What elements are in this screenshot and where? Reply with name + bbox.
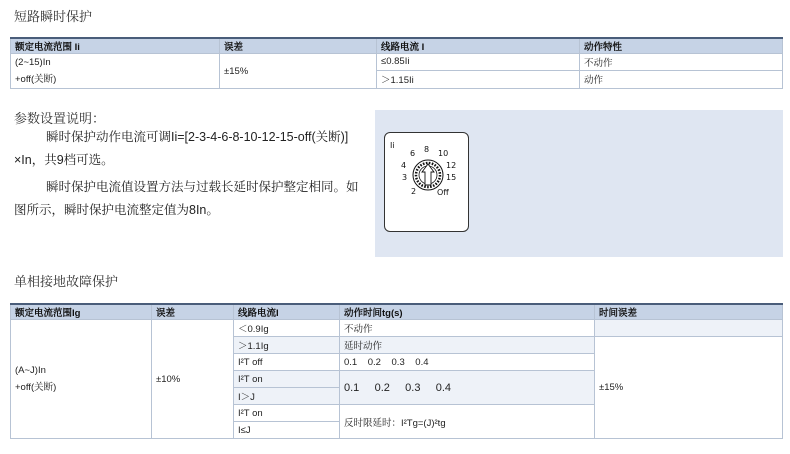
rated-range-cell (11, 54, 220, 89)
settings-paragraph-1: 瞬时保护动作电流可调Ii=[2-3-4-6-8-10-12-15-off(关断)] (46, 130, 349, 144)
action-time-cell: 反时限延时：I²Tg=(J)²tg (340, 405, 595, 439)
error-cell: ±10% (152, 320, 234, 439)
action-time-cell: 延时动作 (340, 337, 595, 354)
header-rated-range: 额定电流范围 Ii (11, 38, 220, 54)
header-action: 动作特性 (580, 38, 783, 54)
dial-mark-2: 2 (411, 187, 417, 196)
action-time-cell: 0.1 0.2 0.3 0.4 (340, 371, 595, 405)
rated-range-cell (11, 320, 152, 439)
line-current-cell: I²T off (234, 354, 340, 371)
line-current-cell: ＞1.1Ig (234, 337, 340, 354)
dial-mark-6: 6 (410, 149, 416, 158)
action-cell: 动作 (580, 70, 783, 88)
action-time-cell: 0.1 0.2 0.3 0.4 (340, 354, 595, 371)
line-current-cell: I²T on (234, 405, 340, 422)
header-time-error: 时间误差 (595, 304, 783, 320)
settings-title: 参数设置说明： (14, 111, 106, 126)
header-rated-range: 额定电流范围Ig (11, 304, 152, 320)
dial-mark-15: 15 (446, 173, 457, 182)
range-value: (A~J)In (15, 365, 46, 376)
range-value: (2~15)In (15, 57, 51, 68)
line-current-cell: I＞J (234, 388, 340, 405)
short-circuit-table (10, 37, 783, 89)
header-error: 误差 (220, 38, 377, 54)
error-cell: ±15% (220, 54, 377, 89)
line-current-cell: ＜0.9Ig (234, 320, 340, 337)
header-error: 误差 (152, 304, 234, 320)
dial-mark-10: 10 (438, 149, 449, 158)
action-cell: 不动作 (580, 54, 783, 71)
table-row (11, 320, 783, 337)
dial-mark-3: 3 (402, 173, 408, 182)
dial-switch-box (384, 132, 469, 232)
dial-mark-4: 4 (401, 161, 407, 170)
section-title-short-circuit: 短路瞬时保护 (14, 9, 93, 24)
section-title-ground-fault: 单相接地故障保护 (14, 274, 119, 289)
header-action-time: 动作时间tg(s) (340, 304, 595, 320)
table-row (11, 54, 783, 71)
line-current-cell: ≤0.85Ii (377, 54, 580, 71)
action-time-cell: 不动作 (340, 320, 595, 337)
range-off-value: +off(关断) (15, 382, 57, 393)
dial-label: Ii (390, 141, 395, 150)
header-line-current: 线路电流I (234, 304, 340, 320)
table-header-row (11, 304, 783, 320)
table-header-row (11, 38, 783, 54)
line-current-cell: I²T on (234, 371, 340, 388)
time-error-cell: ±15% (595, 337, 783, 439)
time-error-blank (595, 320, 783, 337)
settings-paragraph-4: 图所示，瞬时保护电流整定值为8In。 (14, 203, 219, 217)
line-current-cell: ＞1.15Ii (377, 70, 580, 88)
ground-fault-table (10, 303, 783, 439)
dial-mark-12: 12 (446, 161, 457, 170)
header-line-current: 线路电流 I (377, 38, 580, 54)
dial-mark-8: 8 (424, 145, 430, 154)
dial-knob[interactable] (413, 160, 443, 190)
settings-paragraph-3: 瞬时保护电流值设置方法与过载长延时保护整定相同。如 (46, 180, 359, 194)
dial-mark-off: Off (437, 188, 449, 197)
line-current-cell: I≤J (234, 422, 340, 439)
settings-paragraph-2: ×In，共9档可选。 (14, 153, 114, 167)
range-off-value: +off(关断) (15, 74, 57, 85)
